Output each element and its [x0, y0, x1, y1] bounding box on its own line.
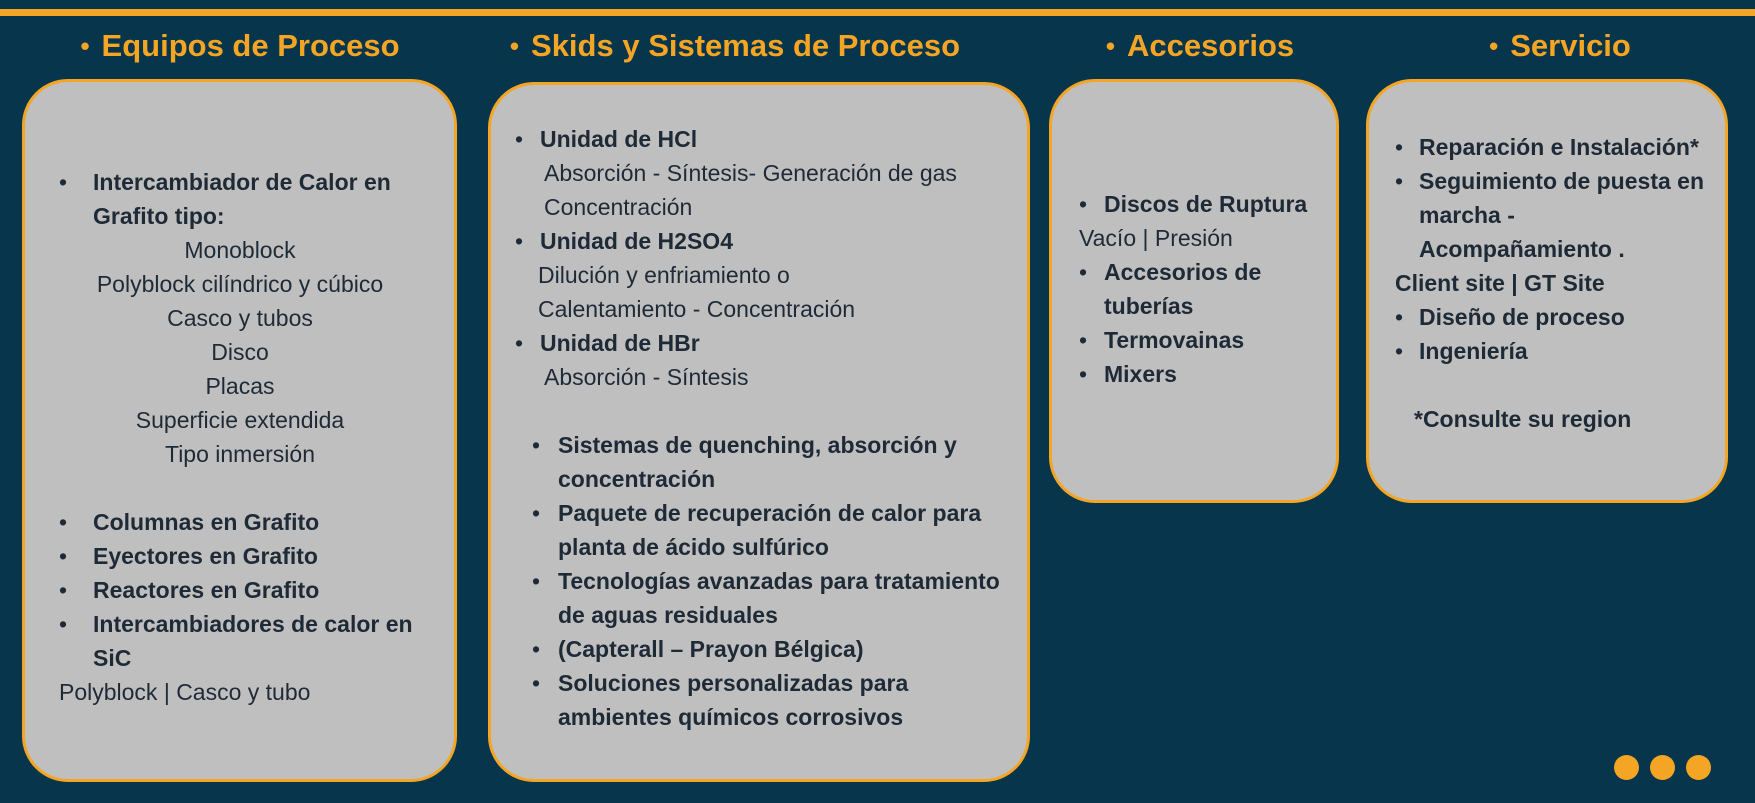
detail-text: Calentamiento - Concentración: [538, 296, 856, 322]
list-item: • Eyectores en Grafito: [59, 539, 449, 573]
detail-text: Absorción - Síntesis- Generación de gas: [544, 160, 957, 186]
list-item-cont: de aguas residuales: [558, 602, 778, 628]
list-item-cont: ambientes químicos corrosivos: [558, 704, 904, 730]
card-equipos: [22, 79, 457, 782]
heading-bullet: •: [80, 30, 90, 61]
list-item: • Termovainas: [1079, 323, 1339, 357]
type-item: Monoblock: [184, 237, 296, 263]
heading-accesorios: • Accesorios: [1105, 28, 1295, 63]
list-item: • Accesorios de: [1079, 255, 1339, 289]
list-item: • Sistemas de quenching, absorción y: [515, 428, 1030, 462]
list-item: • Diseño de proceso: [1395, 300, 1728, 334]
detail-text: Concentración: [544, 194, 693, 220]
heading-bullet: •: [509, 30, 520, 61]
list-item: • Intercambiador de Calor en: [59, 165, 449, 199]
list-item: • Reparación e Instalación*: [1395, 130, 1728, 164]
top-accent-bar: [0, 9, 1755, 16]
detail-text: Polyblock | Casco y tubo: [59, 679, 311, 705]
type-item: Casco y tubos: [167, 305, 313, 331]
list-item: • Ingeniería: [1395, 334, 1728, 368]
list-item: • Seguimiento de puesta en: [1395, 164, 1728, 198]
list-item-cont: marcha -: [1419, 202, 1515, 228]
heading-bullet: •: [1489, 30, 1499, 61]
heading-servicio: • Servicio: [1489, 28, 1631, 63]
card-accesorios: [1049, 79, 1339, 503]
dot-icon: [1686, 755, 1711, 780]
list-item: • Discos de Ruptura: [1079, 187, 1339, 221]
list-item: • Mixers: [1079, 357, 1339, 391]
list-item: • Soluciones personalizadas para: [515, 666, 1030, 700]
list-item-cont: SiC: [93, 645, 132, 671]
decorative-dots: [1614, 755, 1711, 780]
list-item-cont: tuberías: [1104, 293, 1194, 319]
type-item: Tipo inmersión: [165, 441, 315, 467]
card-servicio: [1366, 79, 1728, 503]
list-item-cont: concentración: [558, 466, 716, 492]
heading-equipos: • Equipos de Proceso: [80, 28, 400, 63]
list-item: • Columnas en Grafito: [59, 505, 449, 539]
card-skids: [488, 82, 1030, 782]
list-item: • Unidad de H2SO4: [515, 224, 1030, 258]
detail-text: Client site | GT Site: [1395, 270, 1605, 296]
list-item: • Unidad de HCl: [515, 122, 1030, 156]
type-item: Polyblock cilíndrico y cúbico: [96, 271, 384, 297]
list-item-cont: Grafito tipo:: [93, 203, 225, 229]
list-item: • (Capterall – Prayon Bélgica): [515, 632, 1030, 666]
list-item: • Tecnologías avanzadas para tratamiento: [515, 564, 1030, 598]
heading-skids: • Skids y Sistemas de Proceso: [509, 28, 961, 63]
type-item: Superficie extendida: [135, 407, 345, 433]
list-item: • Intercambiadores de calor en: [59, 607, 449, 641]
dot-icon: [1614, 755, 1639, 780]
list-item-cont: Acompañamiento .: [1419, 236, 1625, 262]
list-item: • Reactores en Grafito: [59, 573, 449, 607]
type-item: Disco: [211, 339, 269, 365]
list-item: • Paquete de recuperación de calor para: [515, 496, 1030, 530]
detail-text: Dilución y enfriamiento o: [538, 262, 790, 288]
detail-text: Vacío | Presión: [1079, 225, 1233, 251]
dot-icon: [1650, 755, 1675, 780]
list-item-cont: planta de ácido sulfúrico: [558, 534, 829, 560]
footnote: *Consulte su region: [1414, 406, 1632, 432]
heading-bullet: •: [1105, 30, 1115, 61]
detail-text: Absorción - Síntesis: [544, 364, 749, 390]
type-item: Placas: [205, 373, 275, 399]
list-item: • Unidad de HBr: [515, 326, 1030, 360]
